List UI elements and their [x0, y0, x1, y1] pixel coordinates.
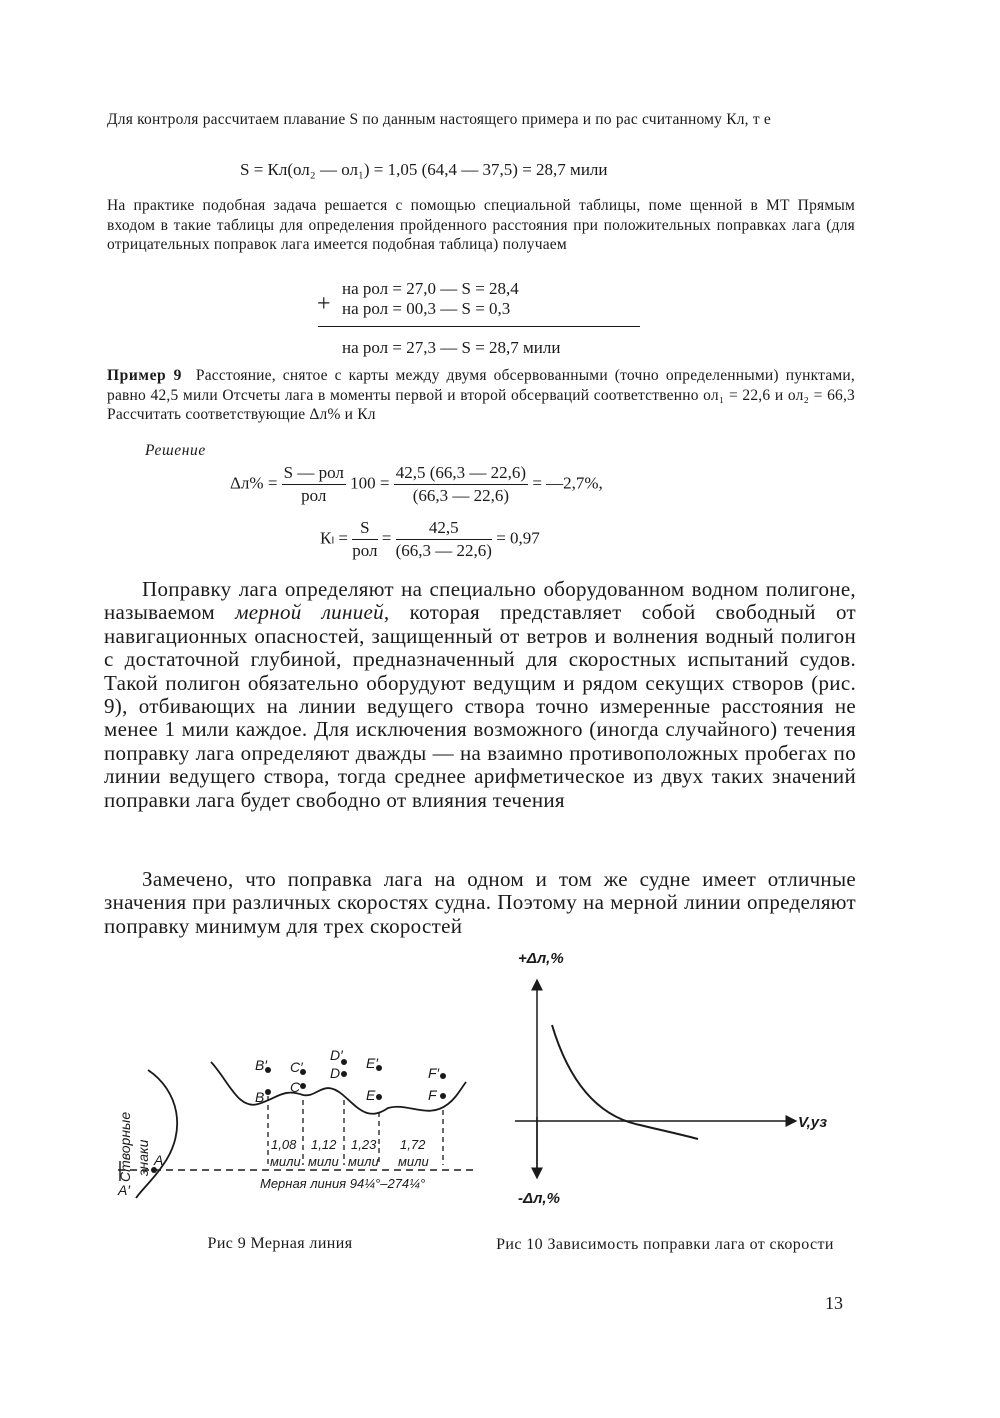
figure-9-measured-line	[108, 1040, 480, 1210]
paragraph-practice: На практике подобная задача решается с помощью специальной таблицы, поме щенной в МТ Прямым входом в такие таблицы для определения пройденного расстояния при положительных поправках лага (для отрицательных поправок лага имеется подобная таблица) получаем	[107, 197, 855, 253]
figure-9-caption: Рис 9 Мерная линия	[207, 1235, 353, 1252]
paragraph-control: Для контроля рассчитаем плавание S по данным настоящего примера и по рас считанному Кл, т е	[107, 111, 771, 128]
figure-10-chart	[500, 945, 840, 1215]
transit-e	[376, 1065, 382, 1165]
formula-k: Кₗ = $\frac{S}{\text{рол}}$ = $\frac{42,5}{(66,3 — 22,6)}$ = 0,97	[320, 518, 540, 560]
label-b-prime: B′	[255, 1057, 267, 1073]
unit-4: мили	[398, 1154, 429, 1169]
fraction-k-1: $\frac{S}{\text{рол}}$	[352, 518, 378, 560]
label-c-prime: C′	[290, 1059, 303, 1075]
paragraph-speeds: Замечено, что поправка лага на одном и том же судне имеет отличные значения при различных скоростях судна. Поэтому на мерной линии определяют поправку минимум для трех скоростей	[104, 867, 856, 938]
distance-2: 1,12	[311, 1137, 337, 1152]
formula-control: S = Кл(ол₂ — ол₁) = 1,05 (64,4 — 37,5) = 28,7 мили	[240, 160, 608, 179]
sum-row-2: на рол = 00,3 — S = 0,3	[342, 299, 511, 318]
label-e-prime: E′	[366, 1055, 378, 1071]
correction-curve	[552, 1025, 698, 1139]
sum-result: на рол = 27,3 — S = 28,7 мили	[342, 338, 561, 357]
plus-sign: +	[317, 291, 331, 317]
label-f-prime: F′	[428, 1065, 440, 1081]
paragraph-measured-line: Поправку лага определяют на специально оборудованном водном полигоне, называемом мерной линией, которая представляет собой свободный от навигационных опасностей, защищенный от ветров и волнения водный полигон с достаточной глубиной, предназначенный для скоростных испытаний судов. Такой полигон обязательно оборудуют ведущим и рядом секущих створов (рис. 9), отбивающих на линии ведущего створа точно измеренные расстояния не менее 1 мили каждое. Для исключения возможного (иногда случайного) течения поправку лага определяют дважды — на взаимно противоположных пробегах по линии ведущего створа, тогда среднее арифметическое из двух таких значений поправки лага будет свободно от влияния течения	[104, 577, 856, 812]
sum-divider	[318, 326, 640, 327]
x-label: V,уз	[798, 1114, 827, 1131]
label-d-prime: D′	[330, 1047, 343, 1063]
formula-dl: Δл% = $\frac{\text{S — рол}}{\text{рол}}$ 100 = $\frac{42,5 (66,3 — 22,6)}{(66,3 — 22,6)}$ = —2,7%,	[230, 463, 603, 505]
fraction-dl-1: $\frac{\text{S — рол}}{\text{рол}}$	[283, 463, 344, 505]
fraction-k-2: $\frac{42,5}{(66,3 — 22,6)}$	[395, 518, 492, 560]
label-a: A	[154, 1152, 164, 1168]
label-d: D	[330, 1065, 341, 1081]
fraction-dl-2: $\frac{42,5 (66,3 — 22,6)}{(66,3 — 22,6)}$	[395, 463, 527, 505]
figure-10-caption: Рис 10 Зависимость поправки лага от скорости	[496, 1236, 834, 1253]
example-9	[107, 366, 855, 425]
sum-row-1: на рол = 27,0 — S = 28,4	[342, 279, 519, 298]
shoreline	[136, 1070, 177, 1198]
transit-c	[300, 1069, 306, 1165]
transit-d	[341, 1059, 347, 1165]
label-e: E	[366, 1087, 376, 1103]
unit-1: мили	[270, 1154, 301, 1169]
distance-4: 1,72	[400, 1137, 426, 1152]
y-pos-label: +Δл,%	[518, 950, 564, 967]
solution-label: Решение	[145, 442, 206, 459]
distance-1: 1,08	[271, 1137, 297, 1152]
label-a-prime: A′	[118, 1182, 130, 1198]
y-neg-label: -Δл,%	[518, 1190, 560, 1207]
page-number: 13	[825, 1293, 843, 1313]
baseline-label: Мерная линия 94¼°–274¼°	[260, 1176, 426, 1191]
label-f: F	[428, 1087, 437, 1103]
label-c: C	[290, 1079, 301, 1095]
transit-f	[440, 1073, 446, 1165]
distance-3: 1,23	[351, 1137, 377, 1152]
label-b: B	[255, 1089, 265, 1105]
example-label: Пример 9	[107, 367, 182, 384]
unit-2: мили	[308, 1154, 339, 1169]
example-text: Расстояние, снятое с карты между двумя обсервованными (точно определенными) пунктами, равно 42,5 мили Отсчеты лага в моменты первой и второй обсерваций соответственно ол₁ = 22,6 и ол₂ = 66,3 Рассчитать соответствующие Δл% и Кл	[107, 367, 855, 423]
unit-3: мили	[348, 1154, 379, 1169]
side-label-znaki: знаки	[135, 1139, 151, 1176]
side-label-stvornye: Створные	[117, 1111, 133, 1182]
